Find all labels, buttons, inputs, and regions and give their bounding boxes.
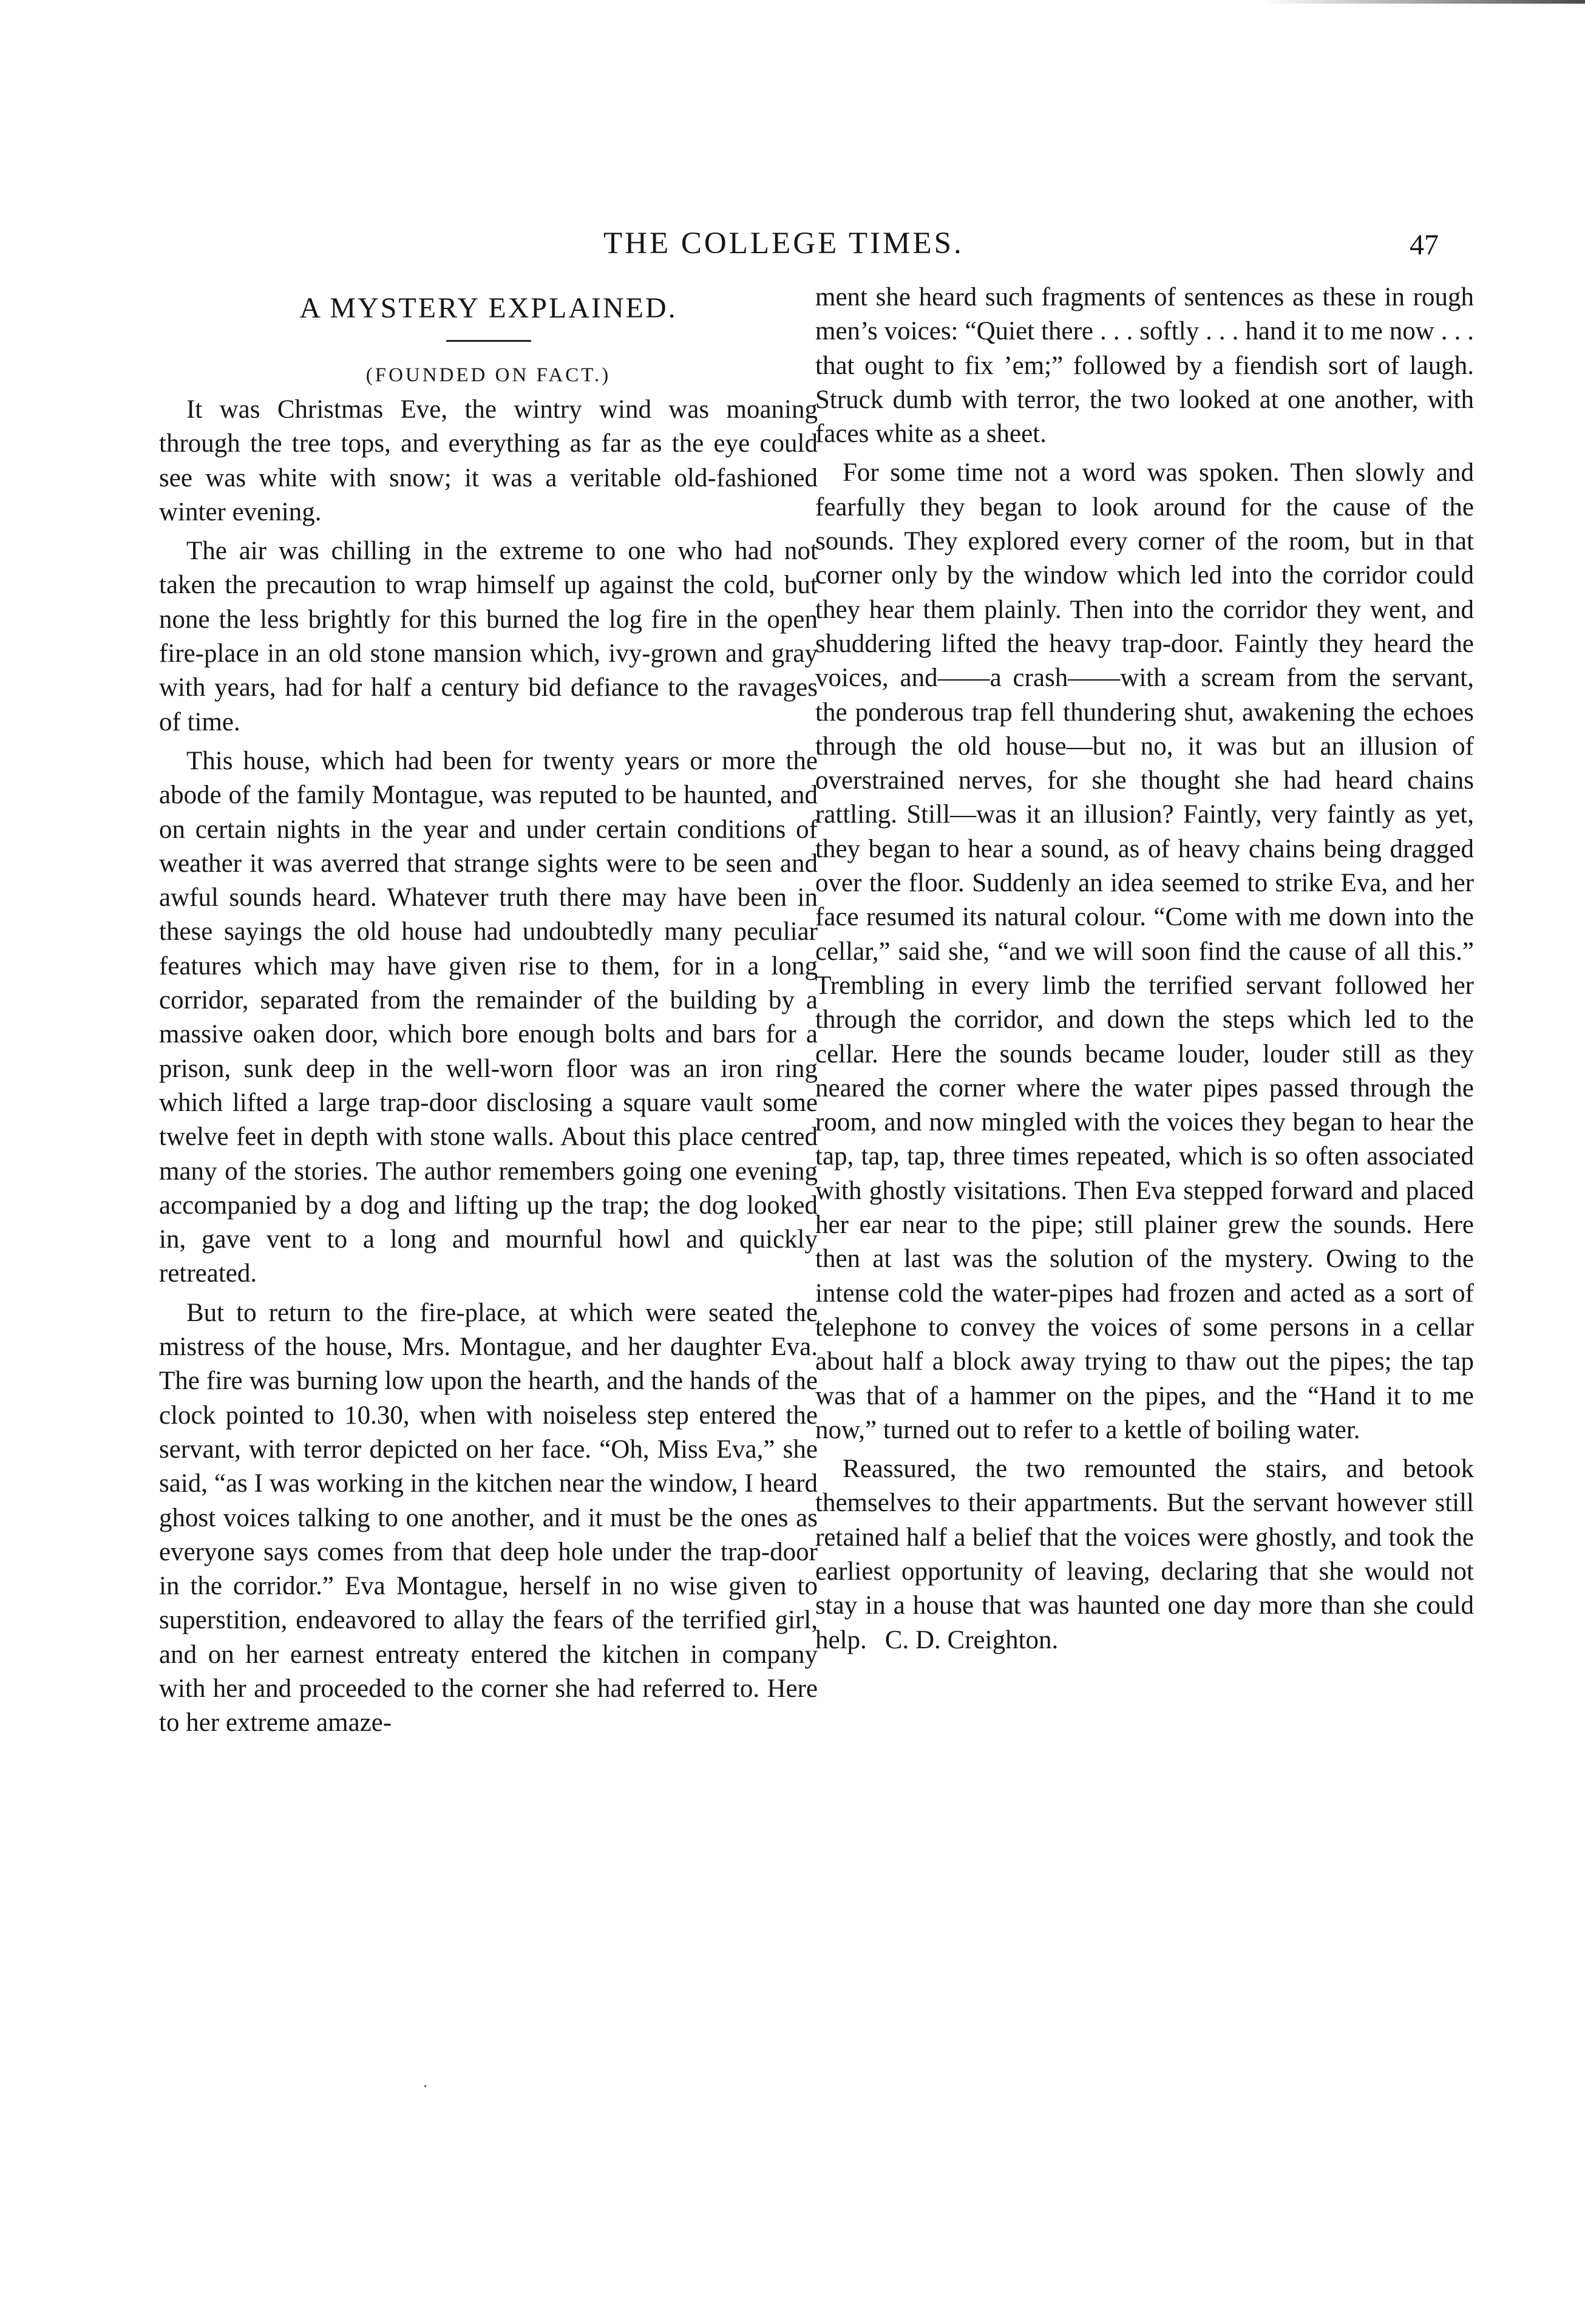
paragraph: But to return to the fire-place, at which were seated the mistress of the house, Mrs. Montague, and her daughter Eva. The fire was burning low upon the hearth, and the hands of the clock pointed to 10.30, when with noiseless step entered the servant, with terror depicted on her face. “Oh, Miss Eva,” she said, “as I was working in the kitchen near the window, I heard ghost voices talking to one another, and it must be the ones as everyone says comes from that deep hole under the trap-door in the corridor.” Eva Montague, herself in no wise given to superstition, endeavored to allay the fears of the terrified girl, and on her earnest entreaty entered the kitchen in company with her and proceeded to the corner she had referred to. Here to her extreme amaze-	[159, 1298, 818, 1738]
left-column	[159, 280, 818, 1741]
title-rule	[446, 340, 531, 342]
paragraph-continued: ment she heard such fragments of sentences as these in rough men’s voices: “Quiet there . . . softly . . . hand it to me now . . . that ought to fix ’em;” followed by a fiendish sort of laugh. Struck dumb with terror, the two looked at one another, with faces white as a sheet.	[815, 283, 1474, 449]
running-head	[0, 226, 1585, 268]
paragraph: It was Christmas Eve, the wintry wind was moaning through the tree tops, and everything as far as the eye could see was white with snow; it was a veritable old-fashioned winter evening.	[159, 395, 818, 526]
page-number: 47	[1410, 229, 1439, 261]
paragraph: The air was chilling in the extreme to one who had not taken the precaution to wrap himself up against the cold, but none the less brightly for this burned the log fire in the open fire-place in an old stone mansion which, ivy-grown and gray with years, had for half a century bid defiance to the ravages of time.	[159, 537, 818, 736]
paragraph: This house, which had been for twenty years or more the abode of the family Montague, was reputed to be haunted, and on certain nights in the year and under certain conditions of weather it was averred that strange sights were to be seen and awful sounds heard. Whatever truth there may have been in these sayings the old house had undoubtedly many peculiar features which may have given rise to them, for in a long corridor, separated from the remainder of the building by a massive oaken door, which bore enough bolts and bars for a prison, sunk deep in the well-worn floor was an iron ring which lifted a large trap-door disclosing a square vault some twelve feet in depth with stone walls. About this place centred many of the stories. The author remembers going one evening accompanied by a dog and lifting up the trap; the dog looked in, gave vent to a long and mournful howl and quickly retreated.	[159, 746, 818, 1288]
paragraph-final	[815, 1452, 1474, 1657]
article-subtitle: (FOUNDED ON FACT.)	[365, 364, 611, 386]
article-title: A MYSTERY EXPLAINED.	[299, 292, 677, 324]
paragraph-text: Reassured, the two remounted the stairs, and betook themselves to their appartments. But the servant however still retained half a belief that the voices were ghostly, and took the earliest opportunity of leaving, declaring that she would not stay in a house that was haunted one day more than she could help.	[815, 1455, 1474, 1654]
top-edge-rule	[1263, 0, 1585, 4]
print-speck: ·	[423, 2078, 429, 2096]
journal-title: THE COLLEGE TIMES.	[603, 226, 964, 260]
author-byline: C. D. Creighton.	[884, 1625, 1059, 1654]
paragraph: For some time not a word was spoken. Then slowly and fearfully they began to look around for the cause of the sounds. They explored every corner of the room, but in that corner only by the window which led into the corridor could they hear them plainly. Then into the corridor they went, and shuddering lifted the heavy trap-door. Faintly they heard the voices, and——a crash——with a scream from the servant, the ponderous trap fell thundering shut, awakening the echoes through the old house—but no, it was but an illusion of overstrained nerves, for she thought she had heard chains rattling. Still—was it an illusion? Faintly, very faintly as yet, they began to hear a sound, as of heavy chains being dragged over the floor. Suddenly an idea seemed to strike Eva, and her face resumed its natural colour. “Come with me down into the cellar,” said she, “and we will soon find the cause of all this.” Trembling in every limb the terrified servant followed her through the corridor, and down the steps which led to the cellar. Here the sounds became louder, louder still as they neared the corner where the water pipes passed through the room, and now mingled with the voices they began to hear the tap, tap, tap, three times repeated, which is so often associated with ghostly visitations. Then Eva stepped forward and placed her ear near to the pipe; still plainer grew the sounds. Here then at last was the solution of the mystery. Owing to the intense cold the water-pipes had frozen and acted as a sort of telephone to convey the voices of some persons in a cellar about half a block away trying to thaw out the pipes; the tap was that of a hammer on the pipes, and the “Hand it to me now,” turned out to refer to a kettle of boiling water.	[815, 458, 1474, 1444]
right-column	[815, 280, 1474, 1657]
